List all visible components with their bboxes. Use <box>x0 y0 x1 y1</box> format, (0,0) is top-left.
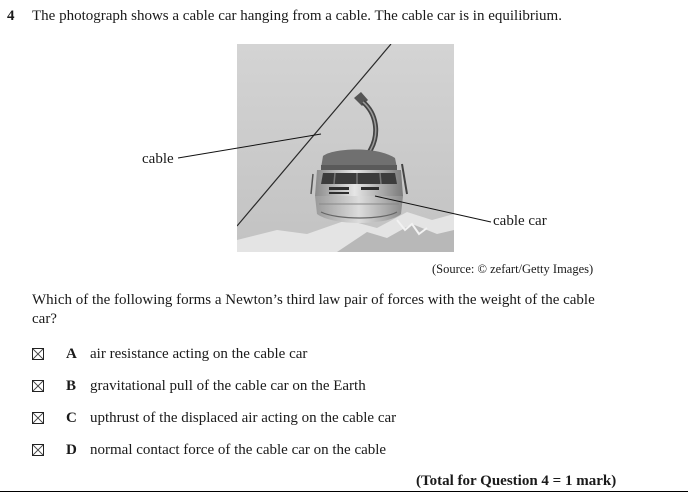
cable-label: cable <box>142 151 174 167</box>
option-d[interactable] <box>32 441 386 459</box>
option-c[interactable] <box>32 409 396 427</box>
question-prompt: Which of the following forms a Newton’s third law pair of forces with the weight of the cable car? <box>32 292 595 327</box>
option-a-checkbox[interactable] <box>32 348 44 360</box>
cable-car-label: cable car <box>493 213 547 229</box>
option-d-text: normal contact force of the cable car on the cable <box>90 441 387 458</box>
option-c-letter: C <box>66 409 77 426</box>
bottom-rule <box>0 491 688 492</box>
option-c-checkbox[interactable] <box>32 412 44 424</box>
question-stem: The photograph shows a cable car hanging from a cable. The cable car is in equilibrium. <box>32 8 562 24</box>
option-c-text: upthrust of the displaced air acting on the cable car <box>90 409 397 426</box>
image-source-credit: (Source: © zefart/Getty Images) <box>432 262 594 276</box>
cable-car-photograph <box>237 44 454 252</box>
option-a[interactable] <box>32 345 307 363</box>
question-number: 4 <box>7 8 15 24</box>
option-b-letter: B <box>66 377 77 394</box>
option-a-letter: A <box>66 345 77 362</box>
option-b-text: gravitational pull of the cable car on the Earth <box>90 377 366 394</box>
option-d-checkbox[interactable] <box>32 444 44 456</box>
option-a-text: air resistance acting on the cable car <box>90 345 308 362</box>
option-b-checkbox[interactable] <box>32 380 44 392</box>
option-b[interactable] <box>32 377 366 395</box>
option-d-letter: D <box>66 441 77 458</box>
total-marks: (Total for Question 4 = 1 mark) <box>416 473 617 489</box>
